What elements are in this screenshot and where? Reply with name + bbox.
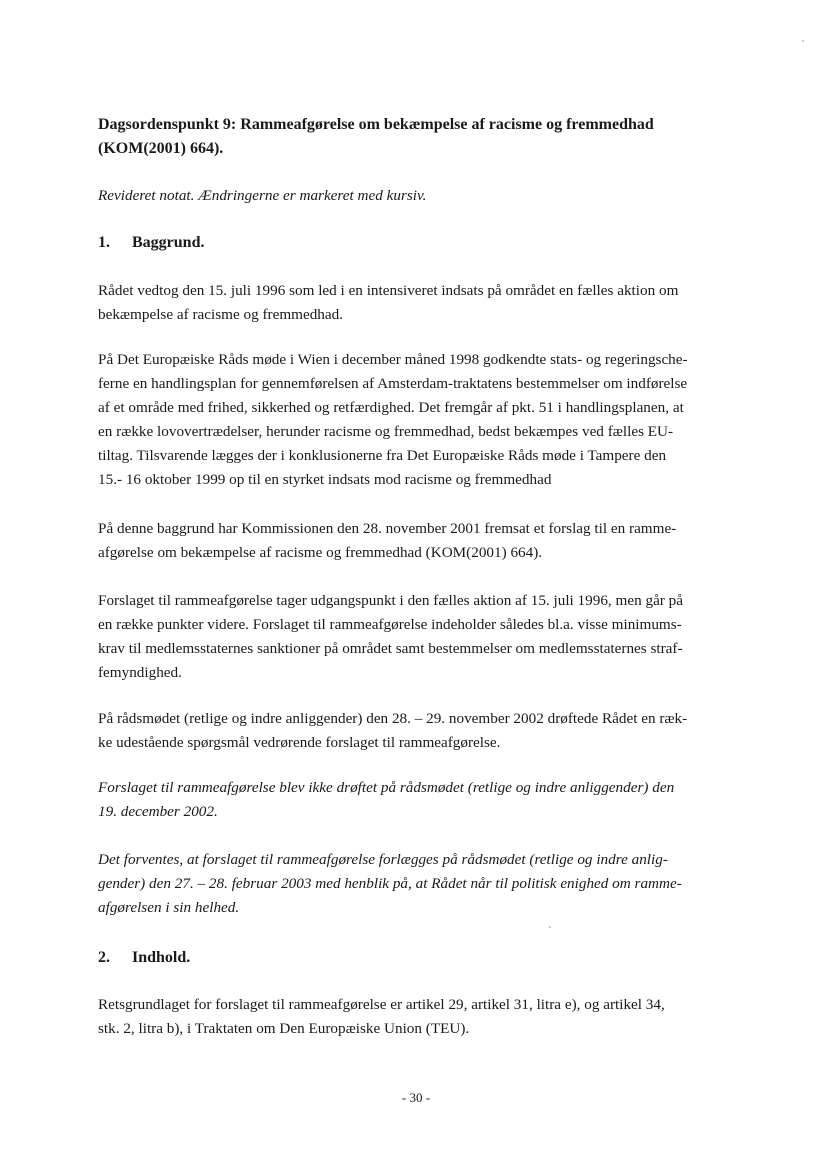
text-line: Forslaget til rammeafgørelse tager udgangspunkt i den fælles aktion af 15. juli 1996, men går på [98,592,683,609]
text-line: krav til medlemsstaternes sanktioner på området samt bestemmelser om medlemsstaternes straf- [98,640,683,657]
paragraph [98,279,748,327]
page-number: - 30 - [401,1090,431,1105]
revision-note: Revideret notat. Ændringerne er markeret med kursiv. [98,187,427,204]
paragraph [98,707,748,755]
section-number: 1. [98,234,110,251]
text-line: Retsgrundlaget for forslaget til rammeafgørelse er artikel 29, artikel 31, litra e), og artikel 34, [98,996,665,1013]
text-line: stk. 2, litra b), i Traktaten om Den Europæiske Union (TEU). [98,1020,470,1037]
section-heading-baggrund [98,231,748,255]
page-title [98,113,748,161]
paragraph [98,517,748,565]
scan-speck [802,40,804,42]
paragraph [98,993,748,1041]
paragraph [98,589,748,685]
text-line: afgørelse om bekæmpelse af racisme og fremmedhad (KOM(2001) 664). [98,544,543,561]
section-heading-indhold [98,946,748,970]
text-line: gender) den 27. – 28. februar 2003 med henblik på, at Rådet når til politisk enighed om ramme- [98,875,682,892]
text-line: af et område med frihed, sikkerhed og retfærdighed. Det fremgår af pkt. 51 i handlingsplanen, at [98,399,684,416]
text-line: 19. december 2002. [98,803,218,820]
section-title: Baggrund. [132,234,205,251]
title-line: (KOM(2001) 664). [98,140,224,157]
text-line: Forslaget til rammeafgørelse blev ikke drøftet på rådsmødet (retlige og indre anliggender) den [98,779,675,796]
text-line: Rådet vedtog den 15. juli 1996 som led i en intensiveret indsats på området en fælles aktion om [98,282,679,299]
paragraph [98,348,748,492]
paragraph-italic [98,776,748,824]
text-line: afgørelsen i sin helhed. [98,899,240,916]
text-line: ke udestående spørgsmål vedrørende forslaget til rammeafgørelse. [98,734,501,751]
scan-speck [549,926,551,928]
title-line: Dagsordenspunkt 9: Rammeafgørelse om bekæmpelse af racisme og fremmedhad [98,116,654,133]
text-line: femyndighed. [98,664,182,681]
text-line: På Det Europæiske Råds møde i Wien i december måned 1998 godkendte stats- og regeringsche- [98,351,688,368]
section-number: 2. [98,949,110,966]
text-line: ferne en handlingsplan for gennemførelsen af Amsterdam-traktatens bestemmelser om indførelse [98,375,688,392]
text-line: Det forventes, at forslaget til rammeafgørelse forlægges på rådsmødet (retlige og indre anlig- [98,851,668,868]
text-line: På denne baggrund har Kommissionen den 28. november 2001 fremsat et forslag til en ramme- [98,520,677,537]
text-line: På rådsmødet (retlige og indre anliggender) den 28. – 29. november 2002 drøftede Rådet en ræk- [98,710,688,727]
text-line: 15.- 16 oktober 1999 op til en styrket indsats mod racisme og fremmedhad [98,471,552,488]
text-line: bekæmpelse af racisme og fremmedhad. [98,306,344,323]
text-line: en række lovovertrædelser, herunder racisme og fremmedhad, bedst bekæmpes ved fælles EU- [98,423,674,440]
text-line: en række punkter videre. Forslaget til rammeafgørelse indeholder således bl.a. visse minimums- [98,616,682,633]
section-title: Indhold. [132,949,191,966]
text-line: tiltag. Tilsvarende lægges der i konklusionerne fra Det Europæiske Råds møde i Tampere den [98,447,667,464]
paragraph-italic [98,848,748,920]
